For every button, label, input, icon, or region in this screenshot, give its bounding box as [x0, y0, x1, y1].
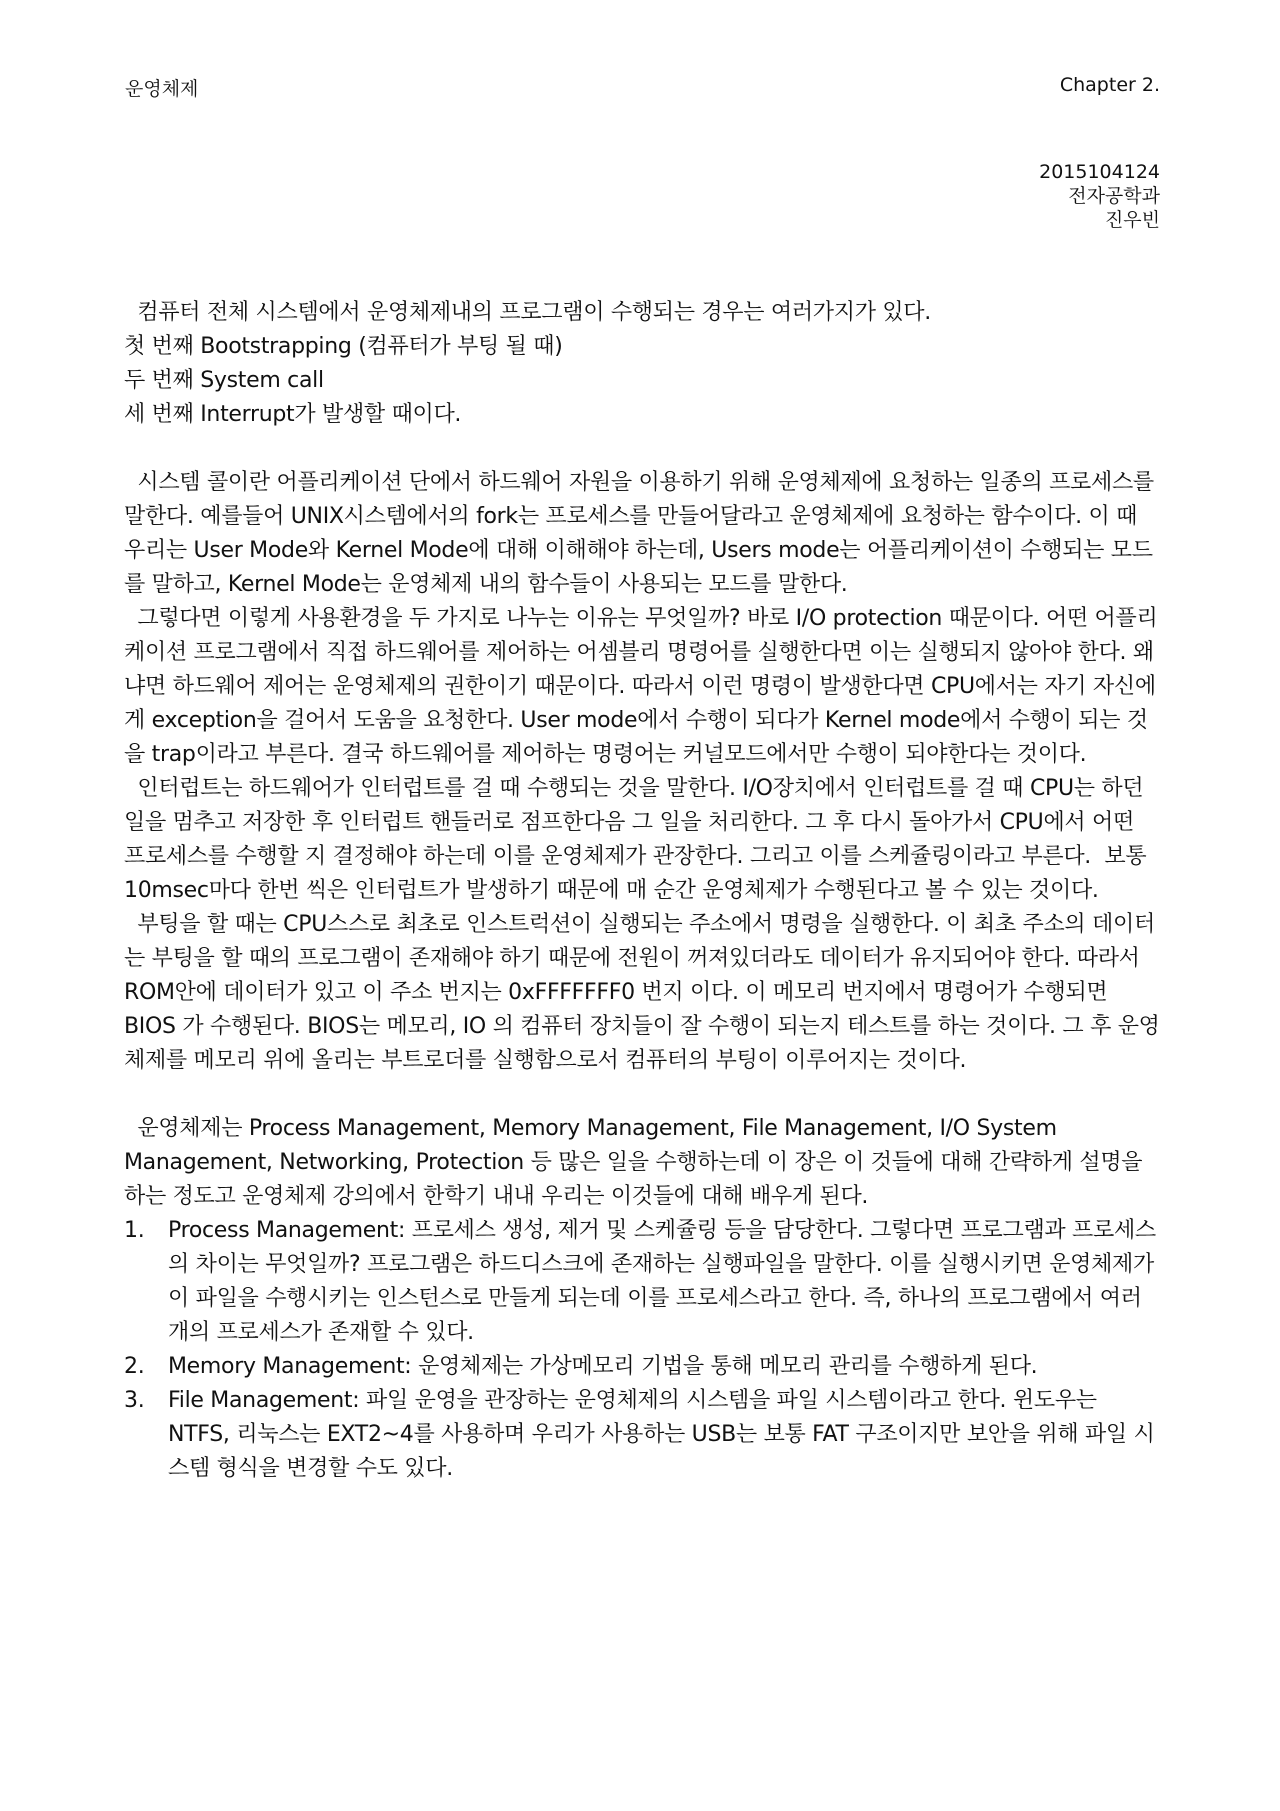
io-protection-paragraph: 그렇다면 이렇게 사용환경을 두 가지로 나누는 이유는 무엇일까? 바로 I/O protection 때문이다. 어떤 어플리케이션 프로그램에서 직접 하드웨어를 제어하는 어셈블리 명령어를 실행한다면 이는 실행되지 않아야 한다. 왜냐면 하드웨어 제어는 운영체제의 권한이기 때문이다. 따라서 이런 명령이 발생한다면 CPU에서는 자기 자신에게 exception을 걸어서 도움을 요청한다. User mode에서 수행이 되다가 Kernel mode에서 수행이 되는 것을 trap이라고 부른다. 결국 하드웨어를 제어하는 명령어는 커널모드에서만 수행이 되야한다는 것이다. — [124, 606, 1158, 767]
os-functions-list — [124, 1214, 1160, 1486]
os-functions-paragraph: 운영체제는 Process Management, Memory Management, File Management, I/O System Management, Networking, Protection 등 많은 일을 수행하는데 이 장은 이 것들에 대해 간략하게 설명을 하는 정도고 운영체제 강의에서 한학기 내내 우리는 이것들에 대해 배우게 된다. — [124, 1116, 1149, 1209]
header-chapter-label: Chapter 2. — [1059, 74, 1160, 96]
list-item — [124, 1350, 1160, 1384]
list-item-number: 2. — [124, 1354, 145, 1379]
list-item — [124, 1384, 1160, 1486]
booting-paragraph: 부팅을 할 때는 CPU스스로 최초로 인스트럭션이 실행되는 주소에서 명령을 실행한다. 이 최초 주소의 데이터는 부팅을 할 때의 프로그램이 존재해야 하기 때문에 전원이 꺼져있더라도 데이터가 유지되어야 한다. 따라서 ROM안에 데이터가 있고 이 주소 번지는 0xFFFFFFF0 번지 이다. 이 메모리 번지에서 명령어가 수행되면 BIOS 가 수행된다. BIOS는 메모리, IO 의 컴퓨터 장치들이 잘 수행이 되는지 테스트를 하는 것이다. 그 후 운영체제를 메모리 위에 올리는 부트로더를 실행함으로서 컴퓨터의 부팅이 이루어지는 것이다. — [124, 912, 1160, 1073]
interrupt-paragraph: 인터럽트는 하드웨어가 인터럽트를 걸 때 수행되는 것을 말한다. I/O장치에서 인터럽트를 걸 때 CPU는 하던일을 멈추고 저장한 후 인터럽트 핸들러로 점프한다음 그 일을 처리한다. 그 후 다시 돌아가서 CPU에서 어떤 프로세스를 수행할 지 결정해야 하는데 이를 운영체제가 관장한다. 그리고 이를 스케쥴링이라고 부른다. 보통 10msec마다 한번 씩은 인터럽트가 발생하기 때문에 매 순간 운영체제가 수행된다고 볼 수 있는 것이다. — [124, 776, 1153, 903]
page-header — [125, 74, 1160, 100]
system-call-paragraph: 시스템 콜이란 어플리케이션 단에서 하드웨어 자원을 이용하기 위해 운영체제에 요청하는 일종의 프로세스를 말한다. 예를들어 UNIX시스템에서의 fork는 프로세스를 만들어달라고 운영체제에 요청하는 함수이다. 이 때 우리는 User Mode와 Kernel Mode에 대해 이해해야 하는데, Users mode는 어플리케이션이 수행되는 모드를 말하고, Kernel Mode는 운영체제 내의 함수들이 사용되는 모드를 말한다. — [124, 470, 1161, 597]
paragraph-spacer — [124, 432, 1160, 466]
list-item-number: 3. — [124, 1388, 145, 1413]
paragraph-spacer — [124, 1078, 1160, 1112]
list-item-text: Memory Management: 운영체제는 가상메모리 기법을 통해 메모리 관리를 수행하게 된다. — [168, 1354, 1038, 1379]
list-item-text: File Management: 파일 운영을 관장하는 운영체제의 시스템을 파일 시스템이라고 한다. 윈도우는 NTFS, 리눅스는 EXT2~4를 사용하며 우리가 사용하는 USB는 보통 FAT 구조이지만 보안을 위해 파일 시스템 형식을 변경할 수도 있다. — [168, 1388, 1155, 1481]
list-item-text: Process Management: 프로세스 생성, 제거 및 스케쥴링 등을 담당한다. 그렇다면 프로그램과 프로세스의 차이는 무엇일까? 프로그램은 하드디스크에 존재하는 실행파일을 말한다. 이를 실행시키면 운영체제가 이 파일을 수행시키는 인스턴스로 만들게 되는데 이를 프로세스라고 한다. 즉, 하나의 프로그램에서 여러개의 프로세스가 존재할 수 있다. — [168, 1218, 1156, 1345]
header-course-title: 운영체제 — [125, 78, 199, 100]
author-block — [1039, 160, 1160, 232]
student-id: 2015104124 — [1039, 161, 1160, 183]
intro-case-2: 두 번째 System call — [124, 368, 324, 393]
intro-case-1: 첫 번째 Bootstrapping (컴퓨터가 부팅 될 때) — [124, 334, 563, 359]
intro-paragraph: 컴퓨터 전체 시스템에서 운영체제내의 프로그램이 수행되는 경우는 여러가지가 있다. — [124, 300, 931, 325]
document-body — [124, 296, 1160, 1486]
author-name: 진우빈 — [1104, 209, 1160, 231]
department: 전자공학과 — [1068, 185, 1160, 207]
list-item — [124, 1214, 1160, 1350]
intro-case-3: 세 번째 Interrupt가 발생할 때이다. — [124, 402, 462, 427]
list-item-number: 1. — [124, 1218, 145, 1243]
